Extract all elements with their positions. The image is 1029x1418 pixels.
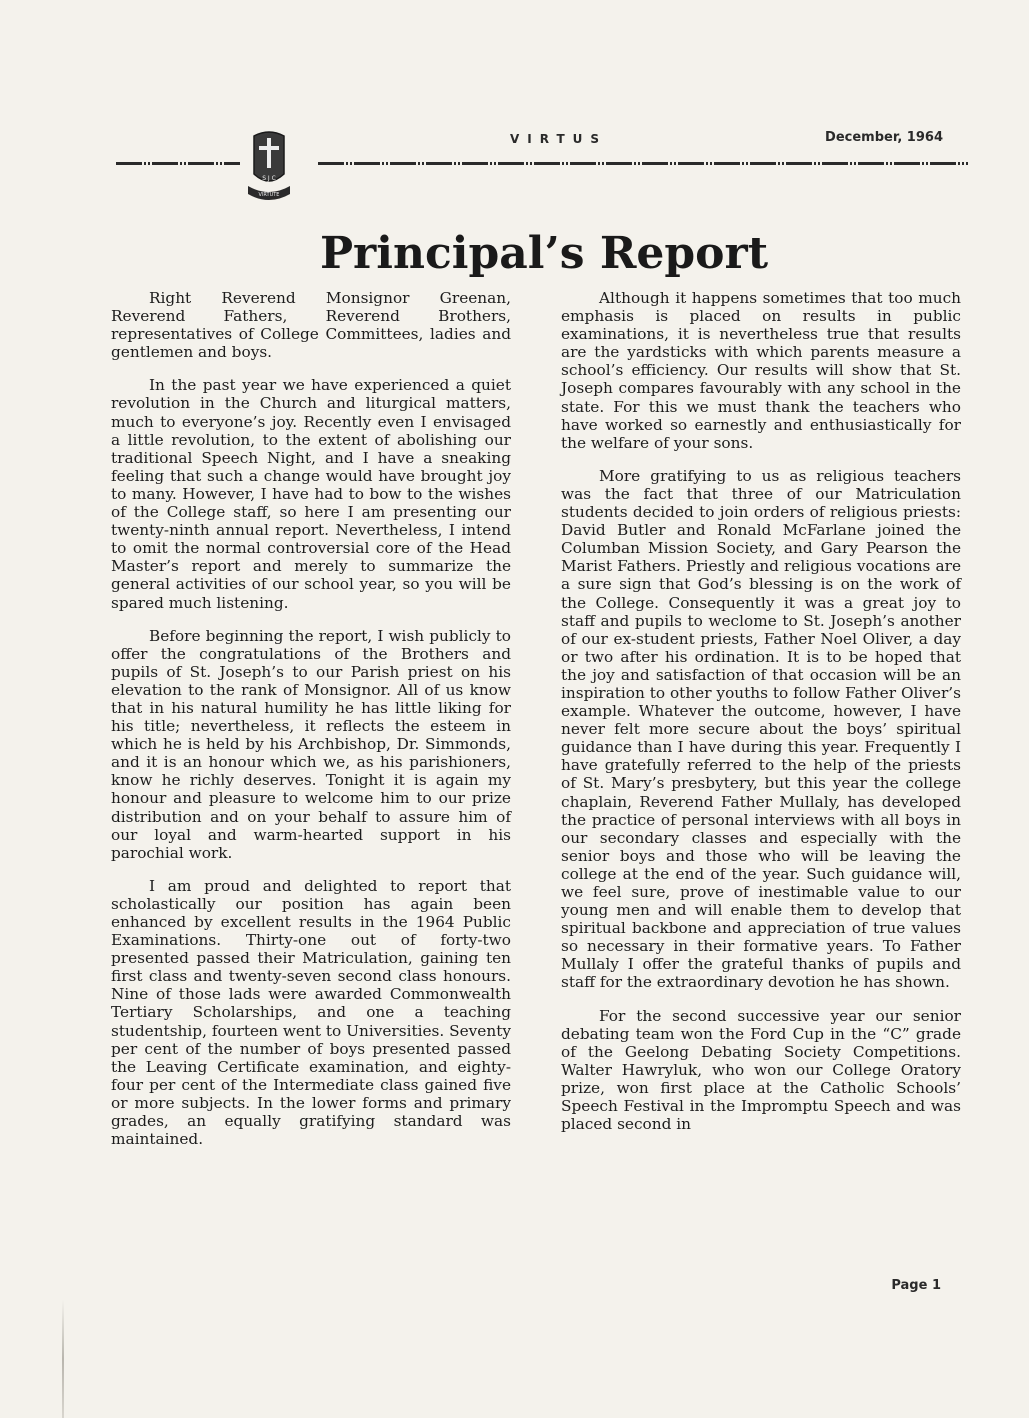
paragraph: For the second successive year our senior debating team won the Ford Cup in the “C” grade of the Geelong Debating Society Competitions. Walter Hawryluk, who won our College Oratory prize, won first place at the Catholic Schools’ Speech Festival in the Impromptu Speech and was placed second in	[561, 1006, 961, 1134]
page-edge	[62, 1300, 64, 1418]
paragraph: Although it happens sometimes that too much emphasis is placed on results in public examinations, it is nevertheless true that results are the yardsticks with which parents measure a school’s efficiency. Our results will show that St. Joseph compares favourably with any school in the state. For this we must thank the teachers who have worked so earnestly and enthusiastically for the welfare of your sons.	[561, 289, 961, 452]
header-rule-right	[318, 162, 968, 165]
college-crest-icon	[244, 128, 294, 208]
paragraph: More gratifying to us as religious teachers was the fact that three of our Matriculation students decided to join orders of religious priests: David Butler and Ronald McFarlane joined the Columban Mission Society, and Gary Pearson the Marist Fathers. Priestly and religious vocations are a sure sign that God’s blessing is on the work of the College. Consequently it was a great joy to staff and pupils to weclome to St. Joseph’s another of our ex-student priests, Father Noel Oliver, a day or two after his ordination. It is to be hoped that the joy and satisfaction of that occasion will be an inspiration to other youths to follow Father Oliver’s example. Whatever the outcome, however, I have never felt more secure about the boys’ spiritual guidance than I have during this year. Frequently I have gratefully referred to the help of the priests of St. Mary’s presbytery, but this year the college chaplain, Reverend Father Mullaly, has developed the practice of personal interviews with all boys in our secondary classes and especially with the senior boys and those who will be leaving the college at the end of the year. Such guidance will, we feel sure, prove of inestimable value to our young men and will enable them to develop that spiritual backbone and appreciation of true values so necessary in their formative years. To Father Mullaly I offer the grateful thanks of pupils and staff for the extraordinary devotion he has shown.	[561, 466, 961, 992]
svg-text:S J C: S J C	[262, 175, 276, 182]
issue-date: December, 1964	[825, 130, 943, 145]
masthead: VIRTUS	[510, 132, 608, 146]
paragraph: Before beginning the report, I wish publicly to offer the congratulations of the Brothers and pupils of St. Joseph’s to our Parish priest on his elevation to the rank of Monsignor. All of us know that in his natural humility he has little liking for his title; nevertheless, it reflects the esteem in which he is held by his Archbishop, Dr. Simmonds, and it is an honour which we, as his parishioners, know he richly deserves. Tonight it is again my honour and pleasure to welcome him to our prize distribution and on your behalf to assure him of our loyal and warm-hearted support in his parochial work.	[111, 626, 511, 862]
paragraph: I am proud and delighted to report that scholastically our position has again been enhanced by excellent results in the 1964 Public Examinations. Thirty-one out of forty-two presented passed their Matriculation, gaining ten first class and twenty-seven second class honours. Nine of those lads were awarded Commonwealth Tertiary Scholarships, and one a teaching studentship, fourteen went to Universities. Seventy per cent of the number of boys presented passed the Leaving Certificate examination, and eighty-four per cent of the Intermediate class gained five or more subjects. In the lower forms and primary grades, an equally gratifying standard was maintained.	[111, 876, 511, 1149]
page-title: Principal’s Report	[319, 228, 769, 279]
page-number: Page 1	[891, 1278, 941, 1293]
paragraph: Right Reverend Monsignor Greenan, Reverend Fathers, Reverend Brothers, representatives of College Committees, ladies and gentlemen and boys.	[111, 289, 511, 362]
paragraph: In the past year we have experienced a quiet revolution in the Church and liturgical matters, much to everyone’s joy. Recently even I envisaged a little revolution, to the extent of abolishing our traditional Speech Night, and I have a sneaking feeling that such a change would have brought joy to many. However, I have had to bow to the wishes of the College staff, so here I am presenting our twenty-ninth annual report. Nevertheless, I intend to omit the normal controversial core of the Head Master’s report and merely to summarize the general activities of our school year, so you will be spared much listening.	[111, 376, 511, 612]
svg-text:VIRTUTE: VIRTUTE	[258, 192, 280, 198]
left-column	[111, 289, 511, 1163]
right-column	[561, 289, 961, 1148]
header-rule-left	[116, 162, 240, 165]
